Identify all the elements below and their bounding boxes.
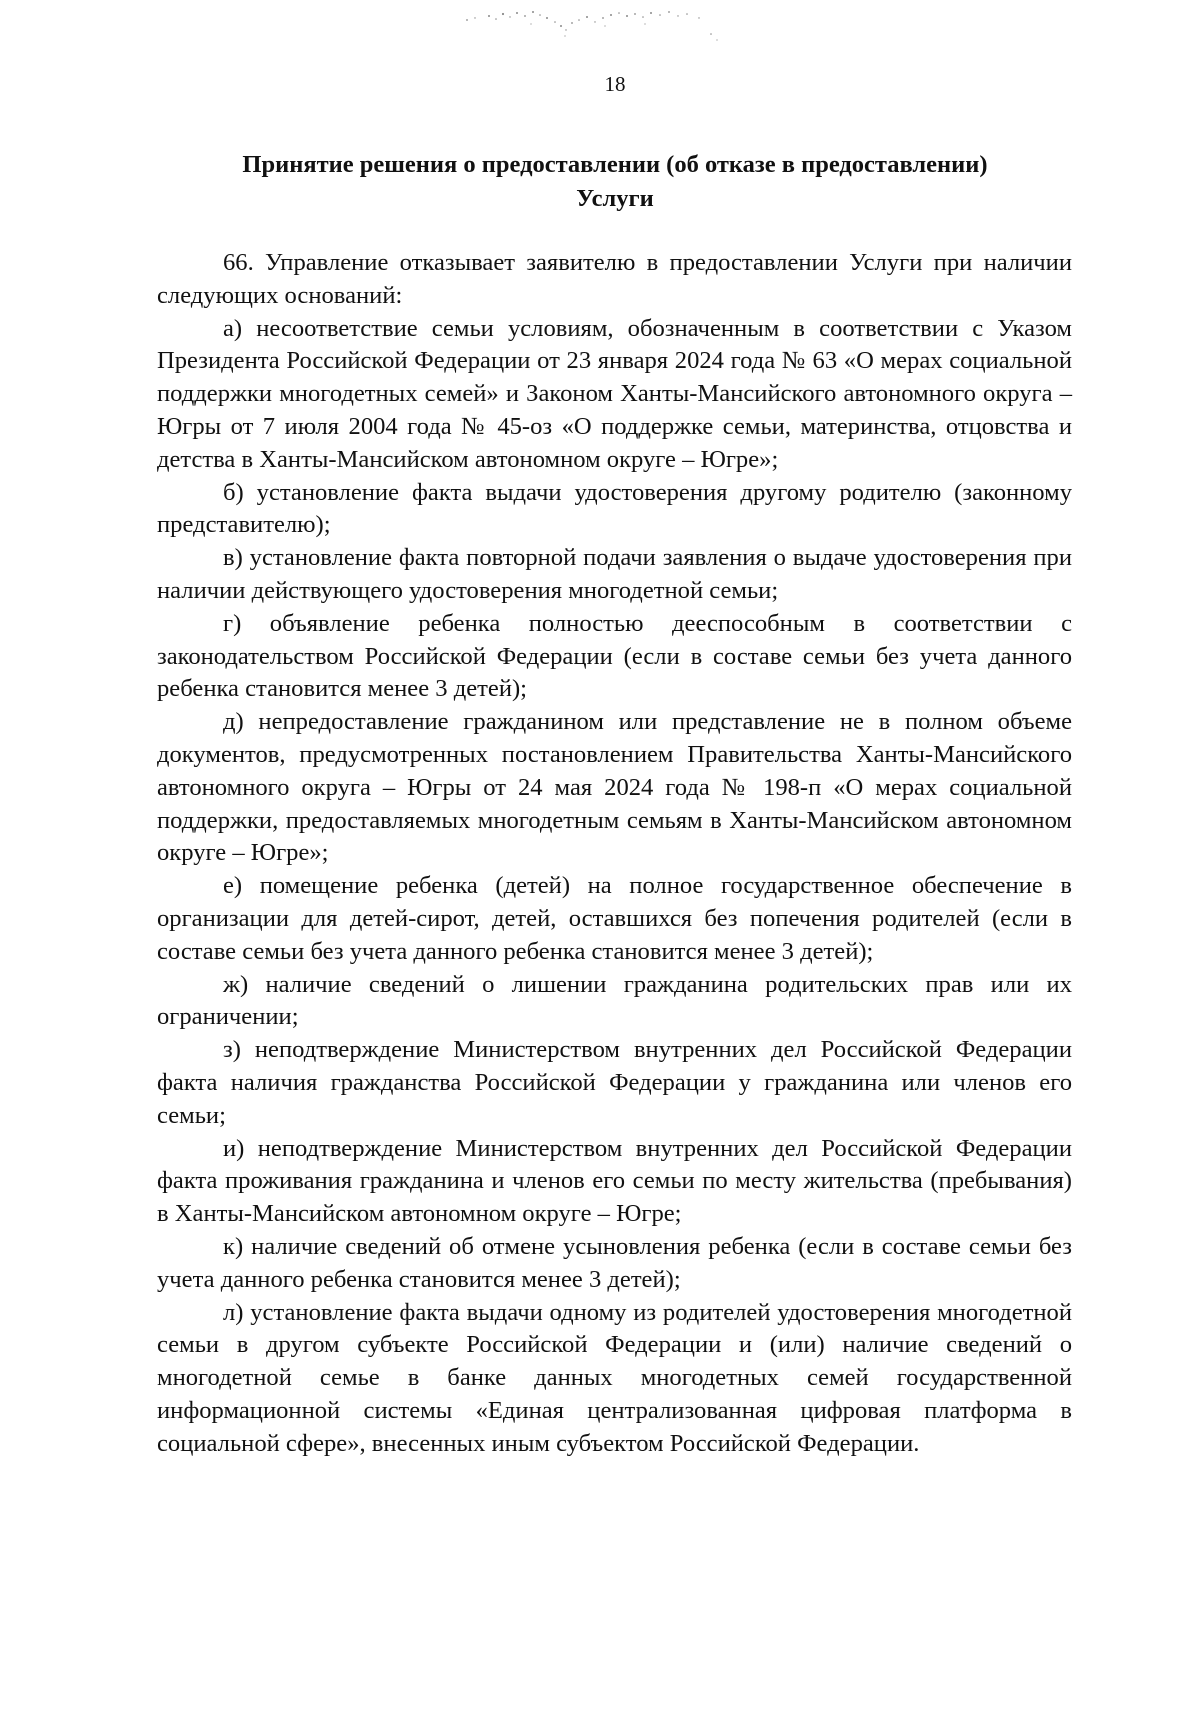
section-title-line-1: Принятие решения о предоставлении (об отказе в предоставлении) <box>242 151 988 178</box>
list-item-z: з) неподтверждение Министерством внутренних дел Российской Федерации факта наличия гражданства Российской Федерации у гражданина или членов его семьи; <box>157 1036 1072 1129</box>
list-item-e: е) помещение ребенка (детей) на полное государственное обеспечение в организации для детей-сирот, детей, оставшихся без попечения родителей (если в составе семьи без учета данного ребенка становится менее 3 детей); <box>157 872 1072 965</box>
document-body <box>157 247 1072 1460</box>
list-item-g: г) объявление ребенка полностью дееспособным в соответствии с законодательством Российской Федерации (если в составе семьи без учета данного ребенка становится менее 3 детей); <box>157 609 1072 703</box>
section-title <box>150 148 1080 216</box>
list-item-zh: ж) наличие сведений о лишении гражданина родительских прав или их ограничении; <box>157 970 1072 1031</box>
list-item-a: а) несоответствие семьи условиям, обозначенным в соответствии с Указом Президента Российской Федерации от 23 января 2024 года № 63 «О мерах социальной поддержки многодетных семей» и Законом Ханты-Мансийского автономного округа – Югры от 7 июля 2004 года № 45-оз «О поддержке семьи, материнства, отцовства и детства в Ханты-Мансийском автономном округе – Югре»; <box>157 314 1072 473</box>
scan-artifact <box>455 4 745 42</box>
list-item-v: в) установление факта повторной подачи заявления о выдаче удостоверения при наличии действующего удостоверения многодетной семьи; <box>157 544 1072 604</box>
list-item-k: к) наличие сведений об отмене усыновления ребенка (если в составе семьи без учета данного ребенка становится менее 3 детей); <box>157 1232 1072 1293</box>
paragraph-66-intro: 66. Управление отказывает заявителю в предоставлении Услуги при наличии следующих оснований: <box>157 249 1072 309</box>
list-item-d: д) непредоставление гражданином или представление не в полном объеме документов, предусмотренных постановлением Правительства Ханты-Мансийского автономного округа – Югры от 24 мая 2024 года № 198-п «О мерах социальной поддержки, предоставляемых многодетным семьям в Ханты-Мансийском автономном округе – Югре»; <box>157 708 1072 867</box>
list-item-i: и) неподтверждение Министерством внутренних дел Российской Федерации факта проживания гражданина и членов его семьи по месту жительства (пребывания) в Ханты-Мансийском автономном округе – Югре; <box>157 1134 1072 1228</box>
section-title-line-2: Услуги <box>576 185 654 212</box>
list-item-l: л) установление факта выдачи одному из родителей удостоверения многодетной семьи в другом субъекте Российской Федерации и (или) наличие сведений о многодетной семье в банке данных многодетных семей государственной информационной системы «Единая централизованная цифровая платформа в социальной сфере», внесенных иным субъектом Российской Федерации. <box>157 1298 1072 1457</box>
list-item-b: б) установление факта выдачи удостоверения другому родителю (законному представителю); <box>157 478 1072 539</box>
page-number: 18 <box>604 72 626 96</box>
